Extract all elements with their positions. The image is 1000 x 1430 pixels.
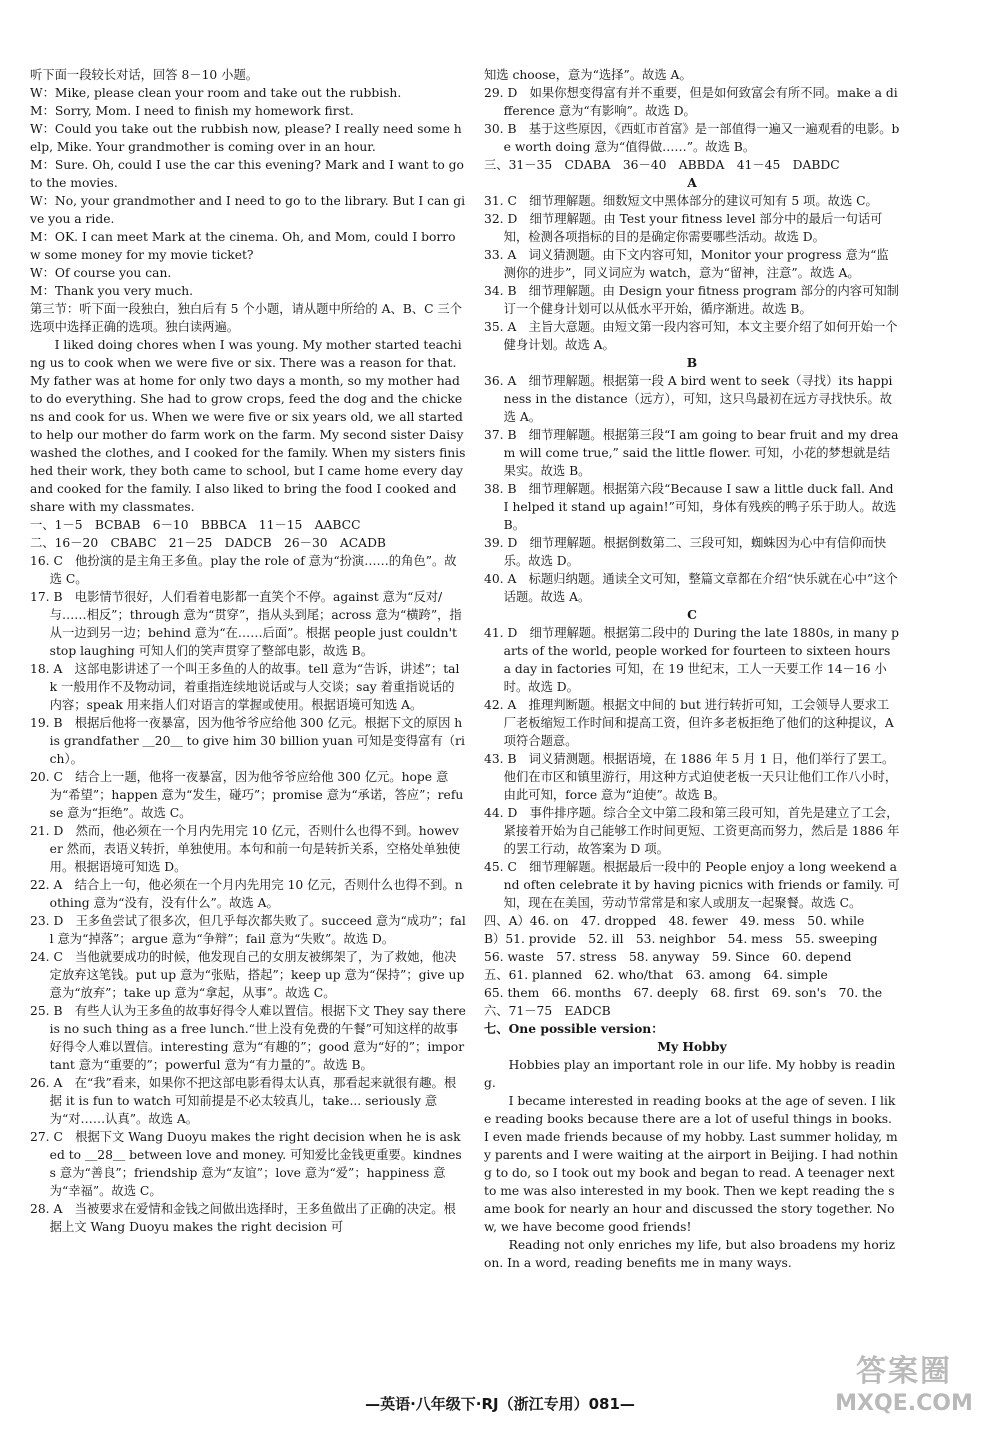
explanation-item: 28. A 当被要求在爱情和金钱之间做出选择时，王多鱼做出了正确的决定。根据上文 Wang Duoyu makes the right decision 可: [30, 1202, 456, 1234]
essay-title: My Hobby: [657, 1039, 727, 1054]
site-watermark-logo: [818, 1352, 990, 1422]
answer-key-line: 五、61. planned 62. who/that 63. among 64. simple: [484, 968, 828, 982]
explanation-item: 41. D 细节理解题。根据第二段中的 During the late 1880s, in many parts of the world, people worked for fourteen to sixteen hours a day in factories 可知，在 19 世纪末，工人一天要工作 14－16 小时。故选 D。: [484, 626, 899, 694]
answer-key-line: 一、1－5 BCBAB 6－10 BBBCA 11－15 AABCC: [30, 518, 361, 532]
explanation-item: 22. A 结合上一句，他必须在一个月内先用完 10 亿元，否则什么也得不到。nothing 意为“没有，没有什么”。故选 A。: [30, 878, 463, 910]
explanation-item: 23. D 王多鱼尝试了很多次，但几乎每次都失败了。succeed 意为“成功”；fall 意为“掉落”；argue 意为“争辩”；fail 意为“失败”。故选 D。: [30, 914, 466, 946]
dialogue-line: W：Mike, please clean your room and take out the rubbish.: [30, 86, 402, 100]
explanation-item: 37. B 细节理解题。根据第三段“I am going to bear fruit and my dream will come true,” said the little flower. 可知，小花的梦想就是结果实。故选 B。: [484, 428, 899, 478]
section-heading: 第三节：听下面一段独白，独白后有 5 个小题，请从题中所给的 A、B、C 三个选项中选择正确的选项。独白读两遍。: [30, 302, 462, 334]
explanation-item: 32. D 细节理解题。由 Test your fitness level 部分中的最后一句话可知，检测各项指标的目的是确定你需要哪些活动。故选 D。: [484, 212, 883, 244]
monologue-paragraph: I liked doing chores when I was young. My mother started teaching us to cook when we were five or six. There was a reason for that. My father was at home for only two days a month, so my mother had to do everything. She had to grow crops, feed the dog and the chickens and cook for us. When we were five or six years old, we all started to help our mother do farm work on the farm. My second sister Daisy washed the clothes, and I cooked for the family. When my sisters finished their work, they both came to school, but I came home every day and cooked for the family. I also liked to bring the food I cooked and share with my classmates.: [30, 338, 466, 514]
explanation-item: 16. C 他扮演的是主角王多鱼。play the role of 意为“扮演……的角色”。故选 C。: [30, 554, 457, 586]
dialogue-line: W：Of course you can.: [30, 266, 172, 280]
explanation-item: 31. C 细节理解题。细数短文中黑体部分的建议可知有 5 项。故选 C。: [484, 194, 878, 208]
dialogue-line: W：No, your grandmother and I need to go to the library. But I can give you a ride.: [30, 194, 466, 226]
explanation-item: 18. A 这部电影讲述了一个叫王多鱼的人的故事。tell 意为“告诉，讲述”；talk 一般用作不及物动词，着重指连续地说话或与人交谈；say 着重指说话的内容；speak 用来指人们对语言的掌握或使用。根据语境可知选 A。: [30, 662, 460, 712]
explanation-item: 17. B 电影情节很好，人们看着电影都一直笑个不停。against 意为“反对/与……相反”；through 意为“贯穿”，指从头到尾；across 意为“横跨”，指从一边到另一边；behind 意为“在……后面”。根据 people just couldn't stop laughing 可知人们的笑声贯穿了整部电影，故选 B。: [30, 590, 462, 658]
essay-paragraph: Reading not only enriches my life, but also broadens my horizon. In a word, reading benefits me in many ways.: [484, 1238, 896, 1270]
page-footer: —英语·八年级下·RJ（浙江专用）081—: [365, 1395, 635, 1413]
explanation-item: 42. A 推理判断题。根据文中间的 but 进行转折可知，工会领导人要求工厂老板缩短工作时间和提高工资，但许多老板拒绝了他们的这种提议，A 项符合题意。: [484, 698, 894, 748]
explanation-continuation: 知选 choose，意为“选择”。故选 A。: [484, 68, 692, 82]
explanation-item: 40. A 标题归纳题。通读全文可知，整篇文章都在介绍“快乐就在心中”这个话题。故选 A。: [484, 572, 898, 604]
explanation-item: 24. C 当他就要成功的时候，他发现自己的女朋友被绑架了，为了救她，他决定放弃这笔钱。put up 意为“张贴，搭起”；keep up 意为“保持”；give up 意为“放弃”；take up 意为“拿起，从事”。故选 C。: [30, 950, 465, 1000]
answer-key-line: 二、16－20 CBABC 21－25 DADCB 26－30 ACADB: [30, 536, 386, 550]
passage-label: B: [686, 355, 698, 370]
left-column: [30, 66, 466, 1236]
explanation-item: 25. B 有些人认为王多鱼的故事好得令人难以置信。根据下文 They say there is no such thing as a free lunch.“世上没有免费的午餐”可知这样的故事好得令人难以置信。interesting 意为“有趣的”；good 意为“好的”；important 意为“重要的”；powerful 意为“有力量的”。故选 B。: [30, 1004, 466, 1072]
explanation-item: 29. D 如果你想变得富有并不重要，但是如何致富会有所不同。make a difference 意为“有影响”。故选 D。: [484, 86, 898, 118]
explanation-item: 30. B 基于这些原因，《西虹市首富》是一部值得一遍又一遍观看的电影。be worth doing 意为“值得做……”。故选 B。: [484, 122, 900, 154]
answer-key-line: 六、71－75 EADCB: [484, 1004, 611, 1018]
section-heading: 七、One possible version：: [484, 1021, 664, 1036]
explanation-item: 39. D 细节理解题。根据倒数第二、三段可知，蜘蛛因为心中有信仰而快乐。故选 D。: [484, 536, 887, 568]
section-heading: 听下面一段较长对话，回答 8－10 小题。: [30, 68, 259, 82]
watermark-text-en: MXQE.COM: [835, 1391, 973, 1416]
answer-key-line: 四、A）46. on 47. dropped 48. fewer 49. mess 50. while: [484, 914, 865, 928]
explanation-item: 38. B 细节理解题。根据第六段“Because I saw a little duck fall. And I helped it stand up again!”可知，身体有残疾的鸭子乐于助人。故选 B。: [484, 482, 897, 532]
explanation-item: 20. C 结合上一题，他将一夜暴富，因为他爷爷应给他 300 亿元。hope 意为“希望”；happen 意为“发生，碰巧”；promise 意为“承诺，答应”；refuse 意为“拒绝”。故选 C。: [30, 770, 464, 820]
explanation-item: 21. D 然而，他必须在一个月内先用完 10 亿元，否则什么也得不到。however 然而，表语义转折，单独使用。本句和前一句是转折关系，空格处单独使用。根据语境可知选 D。: [30, 824, 461, 874]
explanation-item: 27. C 根据下文 Wang Duoyu makes the right decision when he is asked to ＿28＿ between love and money. 可知爱比金钱更重要。kindness 意为“善良”；friendship 意为“友谊”；love 意为“爱”；happiness 意为“幸福”。故选 C。: [30, 1130, 462, 1198]
dialogue-line: M：Sorry, Mom. I need to finish my homework first.: [30, 104, 354, 118]
explanation-item: 19. B 根据后他将一夜暴富，因为他爷爷应给他 300 亿元。根据下文的原因 his grandfather ＿20＿ to give him 30 billion yuan 可知是变得富有（rich）。: [30, 716, 465, 766]
answer-key-line: 三、31－35 CDABA 36－40 ABBDA 41－45 DABDC: [484, 158, 840, 172]
explanation-item: 34. B 细节理解题。由 Design your fitness program 部分的内容可知制订一个健身计划可以从低水平开始，循序渐进。故选 B。: [484, 284, 899, 316]
explanation-item: 35. A 主旨大意题。由短文第一段内容可知，本文主要介绍了如何开始一个健身计划。故选 A。: [484, 320, 898, 352]
passage-label: A: [687, 175, 697, 190]
explanation-item: 43. B 词义猜测题。根据语境，在 1886 年 5 月 1 日，他们举行了罢工。他们在市区和镇里游行，用这种方式迫使老板一天只让他们工作八小时，由此可知，force 意为“迫使”。故选 B。: [484, 752, 898, 802]
watermark-text-cn: 答案圈: [856, 1354, 952, 1389]
passage-label: C: [687, 607, 697, 622]
explanation-item: 44. D 事件排序题。综合全文中第二段和第三段可知，首先是建立了工会，紧接着开始为自己能够工作时间更短、工资更高而努力，然后是 1886 年的罢工行动，故答案为 D 项。: [484, 806, 900, 856]
explanation-item: 33. A 词义猜测题。由下文内容可知，Monitor your progress 意为“监测你的进步”，同义词应为 watch，意为“留神，注意”。故选 A。: [484, 248, 889, 280]
right-column: [484, 66, 900, 1272]
essay-paragraph: Hobbies play an important role in our life. My hobby is reading.: [484, 1058, 896, 1090]
dialogue-line: M：Sure. Oh, could I use the car this evening? Mark and I want to go to the movies.: [30, 158, 464, 190]
answer-key-line: 65. them 66. months 67. deeply 68. first 69. son's 70. the: [484, 986, 883, 1000]
answer-key-line: B）51. provide 52. ill 53. neighbor 54. mess 55. sweeping: [484, 932, 878, 946]
dialogue-line: W：Could you take out the rubbish now, please? I really need some help, Mike. Your grandmother is coming over in an hour.: [30, 122, 462, 154]
explanation-item: 36. A 细节理解题。根据第一段 A bird went to seek（寻找）its happiness in the distance（远方），可知，这只鸟最初在远方寻找快乐。故选 A。: [484, 374, 893, 424]
dialogue-line: M：Thank you very much.: [30, 284, 194, 298]
answer-key-line: 56. waste 57. stress 58. anyway 59. Since 60. depend: [484, 950, 852, 964]
essay-paragraph: I became interested in reading books at the age of seven. I like reading books because there are a lot of useful things in books. I even made friends because of my hobby. Last summer holiday, my parents and I were waiting at the airport in Beijing. I had nothing to do, so I took out my book and began to read. A teenager next to me was also interested in my book. Then we kept reading the same book for nearly an hour and discussed the story together. Now, we have become good friends!: [484, 1094, 898, 1234]
explanation-item: 45. C 细节理解题。根据最后一段中的 People enjoy a long weekend and often celebrate it by having picnics with friends or family. 可知，现在在美国，劳动节常常是和家人或朋友一起聚餐。故选 C。: [484, 860, 900, 910]
explanation-item: 26. A 在“我”看来，如果你不把这部电影看得太认真，那看起来就很有趣。根据 it is fun to watch 可知前提是不必太较真儿，take... seriously 意为“对……认真”。故选 A。: [30, 1076, 457, 1126]
dialogue-line: M：OK. I can meet Mark at the cinema. Oh, and Mom, could I borrow some money for my movie ticket?: [30, 230, 456, 262]
